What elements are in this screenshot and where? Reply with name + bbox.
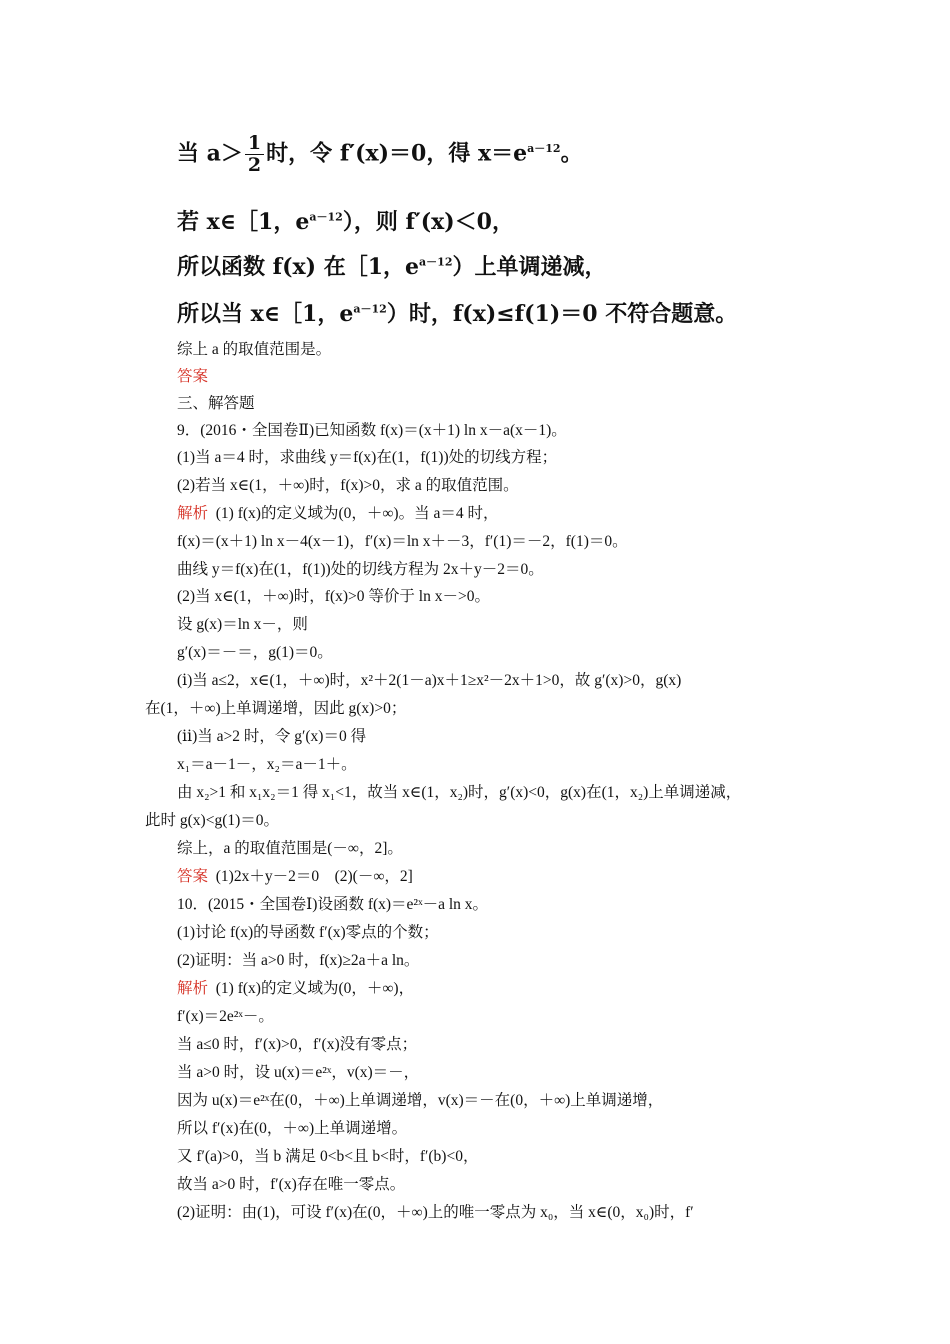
exponent: a－12 <box>353 302 387 316</box>
problem-10-title: 10．(2015・全国卷Ⅰ)设函数 f(x)＝e²ˣ－a ln x。 <box>177 896 488 913</box>
text-line: 当 a>0 时，设 u(x)＝e²ˣ，v(x)＝－， <box>177 1064 420 1081</box>
solution-label: 解析 <box>177 505 209 522</box>
solution-line: 解析 (1) f(x)的定义域为(0，＋∞)， <box>177 980 415 997</box>
answer-line: 答案 (1)2x＋y－2＝0 (2)(－∞，2] <box>177 868 413 885</box>
answer-label: 答案 <box>177 368 209 385</box>
text-segment: 时，令 f′(x)＝0，得 x＝e <box>266 140 528 167</box>
fraction-one-half: $\frac{1}{2}$ <box>245 133 264 176</box>
condition-line-2: 若 x∈［1，$e^{a-12}$），则 f′(x)＜0， <box>177 209 514 235</box>
problem-9-title: 9．(2016・全国卷Ⅱ)已知函数 f(x)＝(x＋1) ln x－a(x－1)。 <box>177 422 567 439</box>
solution-label: 解析 <box>177 980 209 997</box>
text-line: f(x)＝(x＋1) ln x－4(x－1)，f′(x)＝ln x＋－3，f′(1)＝－2，f(1)＝0。 <box>177 533 628 550</box>
text-line: x₁＝a－1－，x₂＝a－1＋。 <box>177 756 357 773</box>
text-line: 又 f′(a)>0，当 b 满足 0<b<且 b<时，f′(b)<0， <box>177 1148 479 1165</box>
text-line: 因为 u(x)＝e²ˣ在(0，＋∞)上单调递增，v(x)＝－在(0，＋∞)上单调递增， <box>177 1092 664 1109</box>
exponent: a－12 <box>419 255 453 269</box>
text-line: 设 g(x)＝ln x－，则 <box>177 616 308 633</box>
condition-line-3: 所以函数 f(x) 在［1，$e^{a-12}$）上单调递减， <box>177 254 607 280</box>
text-line: 由 x₂>1 和 x₁x₂＝1 得 x₁<1，故当 x∈(1，x₂)时，g′(x)<0，g(x)在(1，x₂)上单调递减， <box>177 784 742 801</box>
text-line: (2)若当 x∈(1，＋∞)时，f(x)>0，求 a 的取值范围。 <box>177 477 519 494</box>
text-line: 综上，a 的取值范围是(－∞，2]。 <box>177 840 403 857</box>
exponent: a－12 <box>527 142 561 156</box>
text-line: (1)当 a＝4 时，求曲线 y＝f(x)在(1，f(1))处的切线方程； <box>177 449 558 466</box>
text-line: g′(x)＝－＝，g(1)＝0。 <box>177 644 333 661</box>
exponent: a－12 <box>309 210 343 224</box>
text-segment: 当 a＞ <box>177 140 243 167</box>
solution-line: 解析 (1) f(x)的定义域为(0，＋∞)。当 a＝4 时， <box>177 505 499 522</box>
text-segment: 。 <box>560 140 583 167</box>
answer-label: 答案 <box>177 868 209 885</box>
text-line: 曲线 y＝f(x)在(1，f(1))处的切线方程为 2x＋y－2＝0。 <box>177 561 544 578</box>
text-line: 综上 a 的取值范围是。 <box>177 341 332 358</box>
section-heading: 三、解答题 <box>177 395 255 412</box>
text-line: (1)讨论 f(x)的导函数 f′(x)零点的个数； <box>177 924 439 941</box>
text-line: (2)证明：由(1)，可设 f′(x)在(0，＋∞)上的唯一零点为 x₀，当 x∈(0，x₀)时，f′ <box>177 1204 694 1221</box>
condition-line-4: 所以当 x∈［1，$e^{a-12}$）时，f(x)≤f(1)＝0 不符合题意。 <box>177 301 738 327</box>
text-line: 此时 g(x)<g(1)＝0。 <box>145 812 280 829</box>
text-line: 当 a≤0 时，f′(x)>0，f′(x)没有零点； <box>177 1036 418 1053</box>
text-line: f′(x)＝2e²ˣ－。 <box>177 1008 274 1025</box>
text-line: (ⅰ)当 a≤2，x∈(1，＋∞)时，x²＋2(1－a)x＋1≥x²－2x＋1>0，故 g′(x)>0，g(x) <box>177 672 682 689</box>
text-line: 在(1，＋∞)上单调递增，因此 g(x)>0； <box>145 700 407 717</box>
text-line: (2)证明：当 a>0 时，f(x)≥2a＋a ln。 <box>177 952 420 969</box>
condition-line-1 <box>177 133 583 176</box>
text-line: (ⅱ)当 a>2 时，令 g′(x)＝0 得 <box>177 728 367 745</box>
text-line: 故当 a>0 时，f′(x)存在唯一零点。 <box>177 1176 406 1193</box>
text-line: (2)当 x∈(1，＋∞)时，f(x)>0 等价于 ln x－>0。 <box>177 588 490 605</box>
text-line: 所以 f′(x)在(0，＋∞)上单调递增。 <box>177 1120 408 1137</box>
